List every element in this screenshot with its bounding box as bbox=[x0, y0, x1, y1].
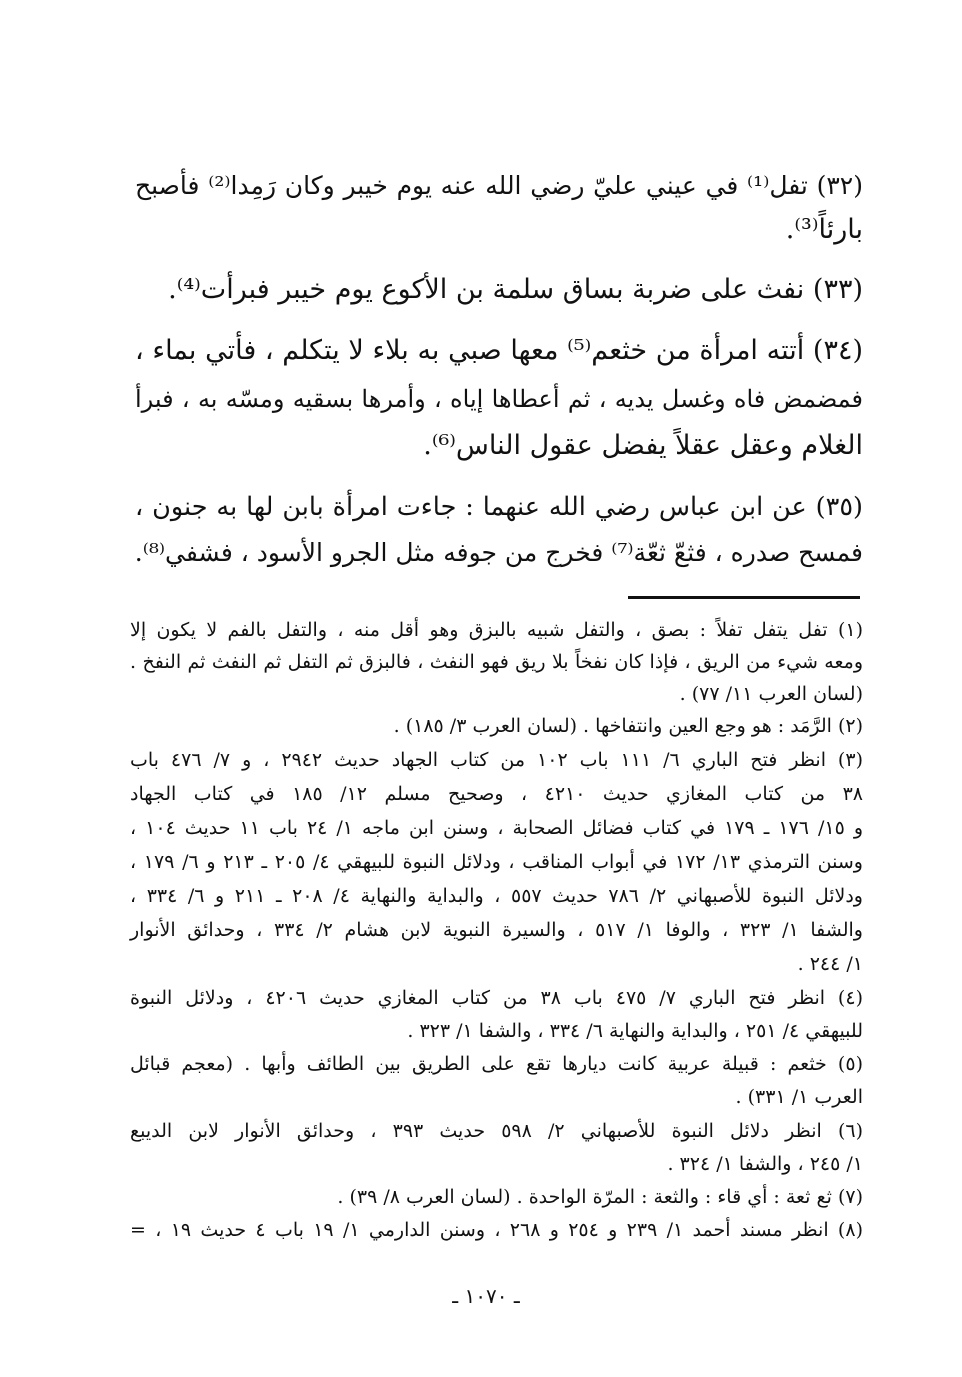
body-line: فمضمض فاه وغسل يديه ، ثم أعطاها إياه ، وأمرها بسقيه ومسّه به ، فبرأ bbox=[135, 385, 863, 413]
footnote-line: ٣٨ من كتاب المغازي حديث ٤٢١٠ ، وصحيح مسلم ١٢/ ١٨٥ في كتاب الجهاد bbox=[130, 783, 863, 805]
footnote-line: ودلائل النبوة للأصبهاني ٢/ ٧٨٦ حديث ٥٥٧ ، والبداية والنهاية ٤/ ٢٠٨ ـ ٢١١ و ٦/ ٣٣٤ ، bbox=[130, 885, 863, 907]
body-line: فمسح صدره ، فثعّ ثعّة⁽⁷⁾ فخرج من جوفه مثل الجرو الأسود ، فشفي⁽⁸⁾. bbox=[134, 538, 863, 567]
body-line: (٣٤) أتته امرأة من خثعم⁽⁵⁾ معها صبي به بلاء لا يتكلم ، فأتي بماء ، bbox=[135, 335, 863, 366]
footnote-line: (لسان العرب ١١/ ٧٧) . bbox=[679, 683, 863, 705]
body-line: الغلام وعقل عقلاً يفضل عقول الناس⁽⁶⁾. bbox=[423, 430, 863, 461]
footnote-line: (٤) انظر فتح الباري ٧/ ٤٧٥ باب ٣٨ من كتاب المغازي حديث ٤٢٠٦ ، ودلائل النبوة bbox=[130, 987, 863, 1009]
footnote-line: (٦) انظر دلائل النبوة للأصبهاني ٢/ ٥٩٨ حديث ٣٩٣ ، وحدائق الأنوار لابن الديبع bbox=[130, 1120, 863, 1142]
footnote-line: (٢) الرَّمَد : هو وجع العين وانتفاخها . (لسان العرب ٣/ ١٨٥) . bbox=[393, 715, 863, 737]
footnote-line: (٨) انظر مسند أحمد ١/ ٢٣٩ و ٢٥٤ و ٢٦٨ ، وسنن الدارمي ١/ ١٩ باب ٤ حديث ١٩ ، = bbox=[130, 1219, 863, 1241]
body-line: (٣٣) نفث على ضربة بساق سلمة بن الأكوع يوم خيبر فبرأت⁽⁴⁾. bbox=[168, 274, 863, 305]
footnote-line: العرب ١/ ٣٣١) . bbox=[735, 1086, 863, 1108]
footnote-line: ١/ ٢٤٤ . bbox=[797, 953, 863, 975]
footnote-line: (٥) خثعم : قبيلة عربية كانت ديارها تقع على الطريق بين الطائف وأبها . (معجم قبائل bbox=[130, 1053, 863, 1075]
body-line: (٣٢) تفل⁽¹⁾ في عيني عليّ رضي الله عنه يوم خيبر وكان رَمِدا⁽²⁾ فأصبح bbox=[135, 171, 863, 200]
footnote-separator bbox=[628, 596, 860, 599]
body-line: بارئاً⁽³⁾. bbox=[785, 214, 863, 245]
footnote-line: (٣) انظر فتح الباري ٦/ ١١١ باب ١٠٢ من كتاب الجهاد حديث ٢٩٤٢ ، و ٧/ ٤٧٦ باب bbox=[130, 749, 863, 771]
footnote-line: وسنن الترمذي ١٣/ ١٧٢ في أبواب المناقب ، ودلائل النبوة للبيهقي ٤/ ٢٠٥ ـ ٢١٣ و ٦/ ١٧٩ ، bbox=[130, 851, 863, 873]
footnote-line: والشفا ١/ ٣٢٣ ، والوفا ١/ ٥١٧ ، والسيرة النبوية لابن هشام ٢/ ٣٣٤ ، وحدائق الأنوار bbox=[130, 919, 863, 941]
footnote-line: و ١٥/ ١٧٦ ـ ١٧٩ في كتاب فضائل الصحابة ، وسنن ابن ماجه ١/ ٢٤ باب ١١ حديث ١٠٤ ، bbox=[130, 817, 863, 839]
footnote-line: (١) تفل يتفل تفلاً : بصق ، والتفل شبيه بالبزق وهو أقل منه ، والتفل بالفم لا يكون إلا bbox=[130, 619, 863, 641]
footnote-line: للبيهقي ٤/ ٢٥١ ، والبداية والنهاية ٦/ ٣٣٤ ، والشفا ١/ ٣٢٣ . bbox=[407, 1020, 863, 1042]
footnote-line: ومعه شيء من الريق ، فإذا كان نفخاً بلا ريق فهو النفث ، فالبزق ثم التفل ثم النفث ثم النفخ . bbox=[130, 651, 863, 673]
page-number: ـ ١٠٧٠ ـ bbox=[452, 1284, 520, 1308]
footnote-line: (٧) ثع ثعة : أي قاء : والثعة : المرّة الواحدة . (لسان العرب ٨/ ٣٩) . bbox=[337, 1186, 863, 1208]
body-line: (٣٥) عن ابن عباس رضي الله عنهما : جاءت امرأة بابن لها به جنون ، bbox=[135, 492, 863, 522]
footnote-line: ١/ ٢٤٥ ، والشفا ١/ ٣٢٤ . bbox=[667, 1153, 863, 1175]
